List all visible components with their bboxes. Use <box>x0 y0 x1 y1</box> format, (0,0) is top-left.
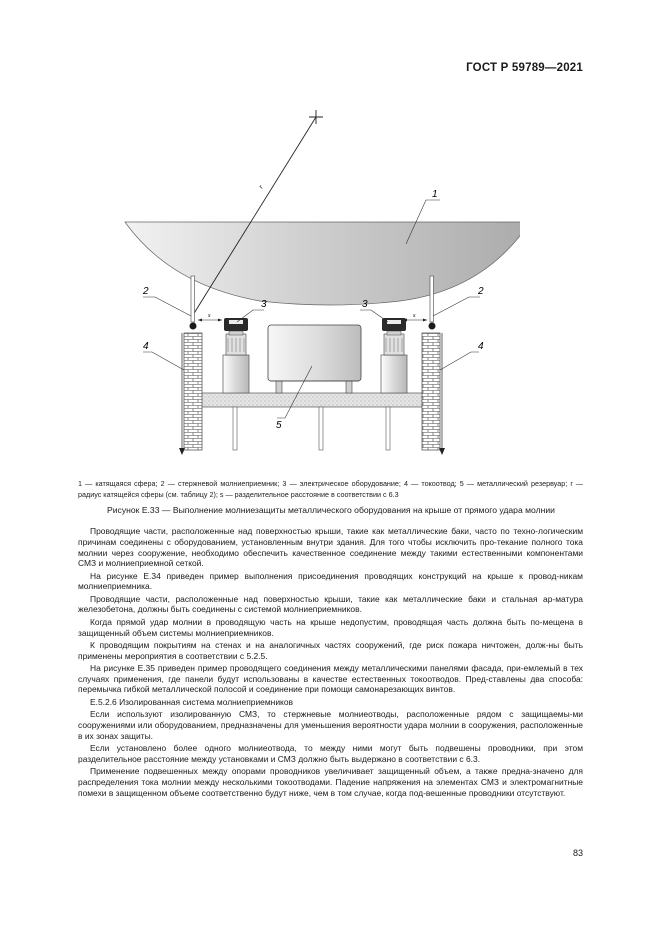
paragraph: Когда прямой удар молнии в проводящую часть на крыше недопустим, проводящая часть должна быть по-мещена в защищенный объем системы молниеприемников. <box>78 616 583 638</box>
paragraph: Применение подвешенных между опорами проводников увеличивает защищенный объем, а также предна-значено для распределения тока молнии между несколькими токоотводами. Падение напряжения на элементах СМЗ и электромагнитные помехи в защищенном объеме соответственно будут ниже, чем в том случае, когда под-вешенные проводники отсутствуют. <box>78 766 583 798</box>
page-number: 83 <box>572 848 583 858</box>
rod-right <box>430 276 434 322</box>
callout-1: 1 <box>432 189 438 200</box>
section-heading: Е.5.2.6 Изолированная система молниеприемников <box>90 696 294 707</box>
paragraph: Если установлено более одного молниеотвода, то между ними могут быть подвешены проводники, при этом разделительное расстояние между установками и СМЗ должно быть выдержано в соответствии с 6.3. <box>78 743 583 764</box>
callout-2-right: 2 <box>478 286 484 297</box>
standard-header: ГОСТ Р 59789—2021 <box>466 62 583 74</box>
callout-2-left: 2 <box>143 286 149 297</box>
paragraph: На рисунке Е.35 приведен пример проводящего соединения между металлическими панелями фасада, при-емлемый в тех случаях применения, где панели будут использованы в качестве естественных токоотводов. Пред-ставлены два способа: перемычка гибкой металлической полосой и соединение при помощи самонарезающих винтов. <box>78 662 583 695</box>
figure-legend: 1 — катящаяся сфера; 2 — стержневой молниеприемник; 3 — электрическое оборудование; 4 — токоотвод; 5 — металлический резервуар; r — радиус катящейся сферы (см. таблицу 2); s — разделительное расстояние в соответствии с 6.3 <box>78 479 583 499</box>
paragraph: Проводящие части, расположенные над поверхностью крыши, такие как металлические баки и стальная ар-матура железобетона, должны быть соединены с системой молниеприемников. <box>78 593 583 615</box>
label-r: r <box>256 183 266 191</box>
paragraph: Если используют изолированную СМЗ, то стержневые молниеотводы, расположенные рядом с защищаемы-ми сооружениями или оборудованием, предназначены для уменьшения вероятности удара молнии в сооружения, расположенные в их зонах защиты. <box>78 709 583 741</box>
callout-4-right: 4 <box>478 341 484 352</box>
figure-caption: Рисунок Е.33 — Выполнение молниезащиты металлического оборудования на крыше от прямого удара молнии <box>107 505 555 515</box>
paragraph: На рисунке Е.34 приведен пример выполнения присоединения проводящих конструкций на крыше к провод-никам молниеприемника. <box>78 570 583 592</box>
label-s-left: s <box>208 312 211 319</box>
slab-support-1 <box>233 407 237 450</box>
lightning-protection-figure <box>120 105 520 465</box>
slab-support-3 <box>386 407 390 450</box>
roof-slab <box>200 393 424 407</box>
metal-tank <box>268 325 361 393</box>
equipment-right <box>381 318 407 393</box>
body-text <box>78 526 583 800</box>
downconductor-right <box>422 333 440 450</box>
callout-5: 5 <box>276 420 282 431</box>
rod-joint-right <box>429 323 436 330</box>
sphere-center-mark <box>309 110 323 124</box>
rod-left <box>191 276 195 322</box>
callout-3-right: 3 <box>362 299 368 310</box>
ground-arrow-left <box>179 448 185 455</box>
equipment-left <box>223 318 249 393</box>
downconductor-left <box>184 333 202 450</box>
paragraph: К проводящим покрытиям на стенах и на аналогичных частях сооружений, где риск пожара ничтожен, долж-ны быть применены мероприятия в соответствии с 5.2.5. <box>78 639 583 661</box>
rolling-sphere <box>125 222 520 305</box>
callout-3-left: 3 <box>261 299 267 310</box>
callout-4-left: 4 <box>143 341 149 352</box>
slab-support-2 <box>319 407 323 450</box>
ground-arrow-right <box>439 448 445 455</box>
rod-joint-left <box>190 323 197 330</box>
paragraph: Проводящие части, расположенные над поверхностью крыши, такие как металлические баки, часто по техно-логическим причинам соединены с оборудованием, установленным внутри здания. Для того чтобы исключить про-текание полного тока молнии через сооружение, необходимо обеспечить качественное соединение между такими естественными компонентами СМЗ и молниеприемной сеткой. <box>78 526 583 569</box>
label-s-right: s <box>413 312 416 319</box>
